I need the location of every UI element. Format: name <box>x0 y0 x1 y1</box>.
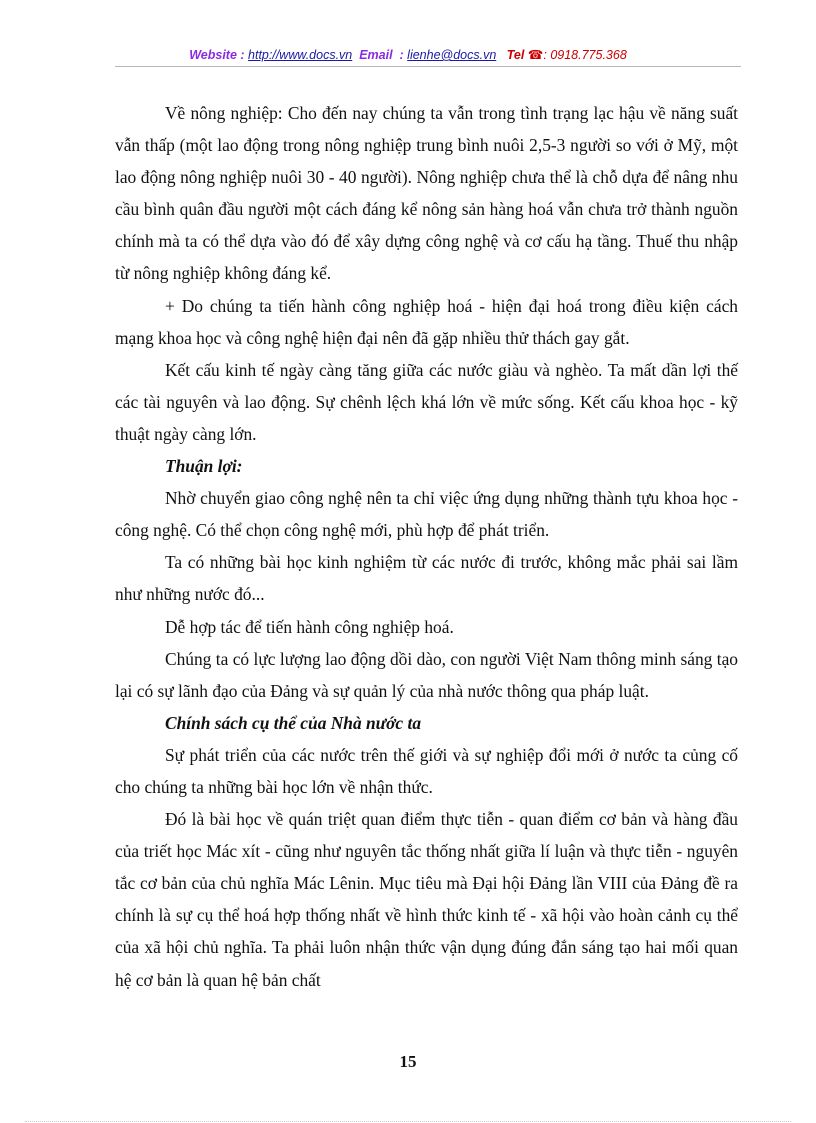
paragraph-development: Sự phát triển của các nước trên thế giới và sự nghiệp đổi mới ở nước ta củng cố cho chúng ta những bài học lớn về nhận thức. <box>115 744 738 797</box>
website-label: Website : <box>189 48 245 62</box>
paragraph-economic-gap: Kết cấu kinh tế ngày càng tăng giữa các nước giàu và nghèo. Ta mất dần lợi thế các tài nguyên và lao động. Sự chênh lệch khá lớn về mức sống. Kết cấu khoa học - kỹ thuật ngày càng lớn. <box>115 359 738 444</box>
tel-label: Tel ☎ <box>506 48 544 62</box>
subheading-advantages: Thuận lợi: <box>165 456 243 477</box>
paragraph-industrialization-challenges: + Do chúng ta tiến hành công nghiệp hoá - hiện đại hoá trong điều kiện cách mạng khoa học và công nghệ hiện đại nên đã gặp nhiều thử thách gay gắt. <box>115 295 738 348</box>
paragraph-cooperation: Dễ hợp tác để tiến hành công nghiệp hoá. <box>165 616 454 637</box>
paragraph-agriculture: Về nông nghiệp: Cho đến nay chúng ta vẫn trong tình trạng lạc hậu về năng suất vẫn thấp (một lao động trong nông nghiệp trung bình nuôi 2,5-3 người so với ở Mỹ, một lao động nông nghiệp nuôi 30 - 40 người). Nông nghiệp chưa thể là chỗ dựa để nâng nhu cầu bình quân đầu người một cách đáng kể nông sản hàng hoá vẫn chưa trở thành nguồn chính mà ta có thể dựa vào đó để xây dựng công nghệ và cơ cấu hạ tầng. Thuế thu nhập từ nông nghiệp không đáng kể. <box>115 103 738 284</box>
paragraph-practice-lesson: Đó là bài học về quán triệt quan điểm thực tiễn - quan điểm cơ bản và hàng đầu của triết học Mác xít - cũng như nguyên tắc thống nhất giữa lí luận và thực tiễn - nguyên tắc cơ bản của chủ nghĩa Mác Lênin. Mục tiêu mà Đại hội Đảng lần VIII của Đảng đề ra chính là sự cụ thể hoá hợp thống nhất về hình thức kinh tế - xã hội vào hoàn cảnh cụ thể của xã hội chủ nghĩa. Ta phải luôn nhận thức vận dụng đúng đắn sáng tạo hai mối quan hệ cơ bản là quan hệ bản chất <box>115 809 738 990</box>
email-label: Email <box>359 48 393 62</box>
page-header <box>0 47 816 62</box>
email-link[interactable]: lienhe@docs.vn <box>407 48 497 62</box>
footer-divider <box>25 1121 791 1122</box>
document-body <box>115 97 738 996</box>
email-separator: : <box>399 48 404 62</box>
tel-number: : 0918.775.368 <box>543 48 627 62</box>
paragraph-labor-force: Chúng ta có lực lượng lao động dồi dào, con người Việt Nam thông minh sáng tạo lại có sự lãnh đạo của Đảng và sự quản lý của nhà nước thông qua pháp luật. <box>115 648 738 701</box>
page-number: 15 <box>399 1052 417 1071</box>
header-divider <box>115 66 741 67</box>
paragraph-lessons: Ta có những bài học kinh nghiệm từ các nước đi trước, không mắc phải sai lầm như những nước đó... <box>115 552 738 605</box>
paragraph-technology-transfer: Nhờ chuyển giao công nghệ nên ta chỉ việc ứng dụng những thành tựu khoa học - công nghệ. Có thể chọn công nghệ mới, phù hợp để phát triển. <box>115 488 738 541</box>
subheading-state-policy: Chính sách cụ thể của Nhà nước ta <box>165 712 422 733</box>
website-link[interactable]: http://www.docs.vn <box>248 48 353 62</box>
